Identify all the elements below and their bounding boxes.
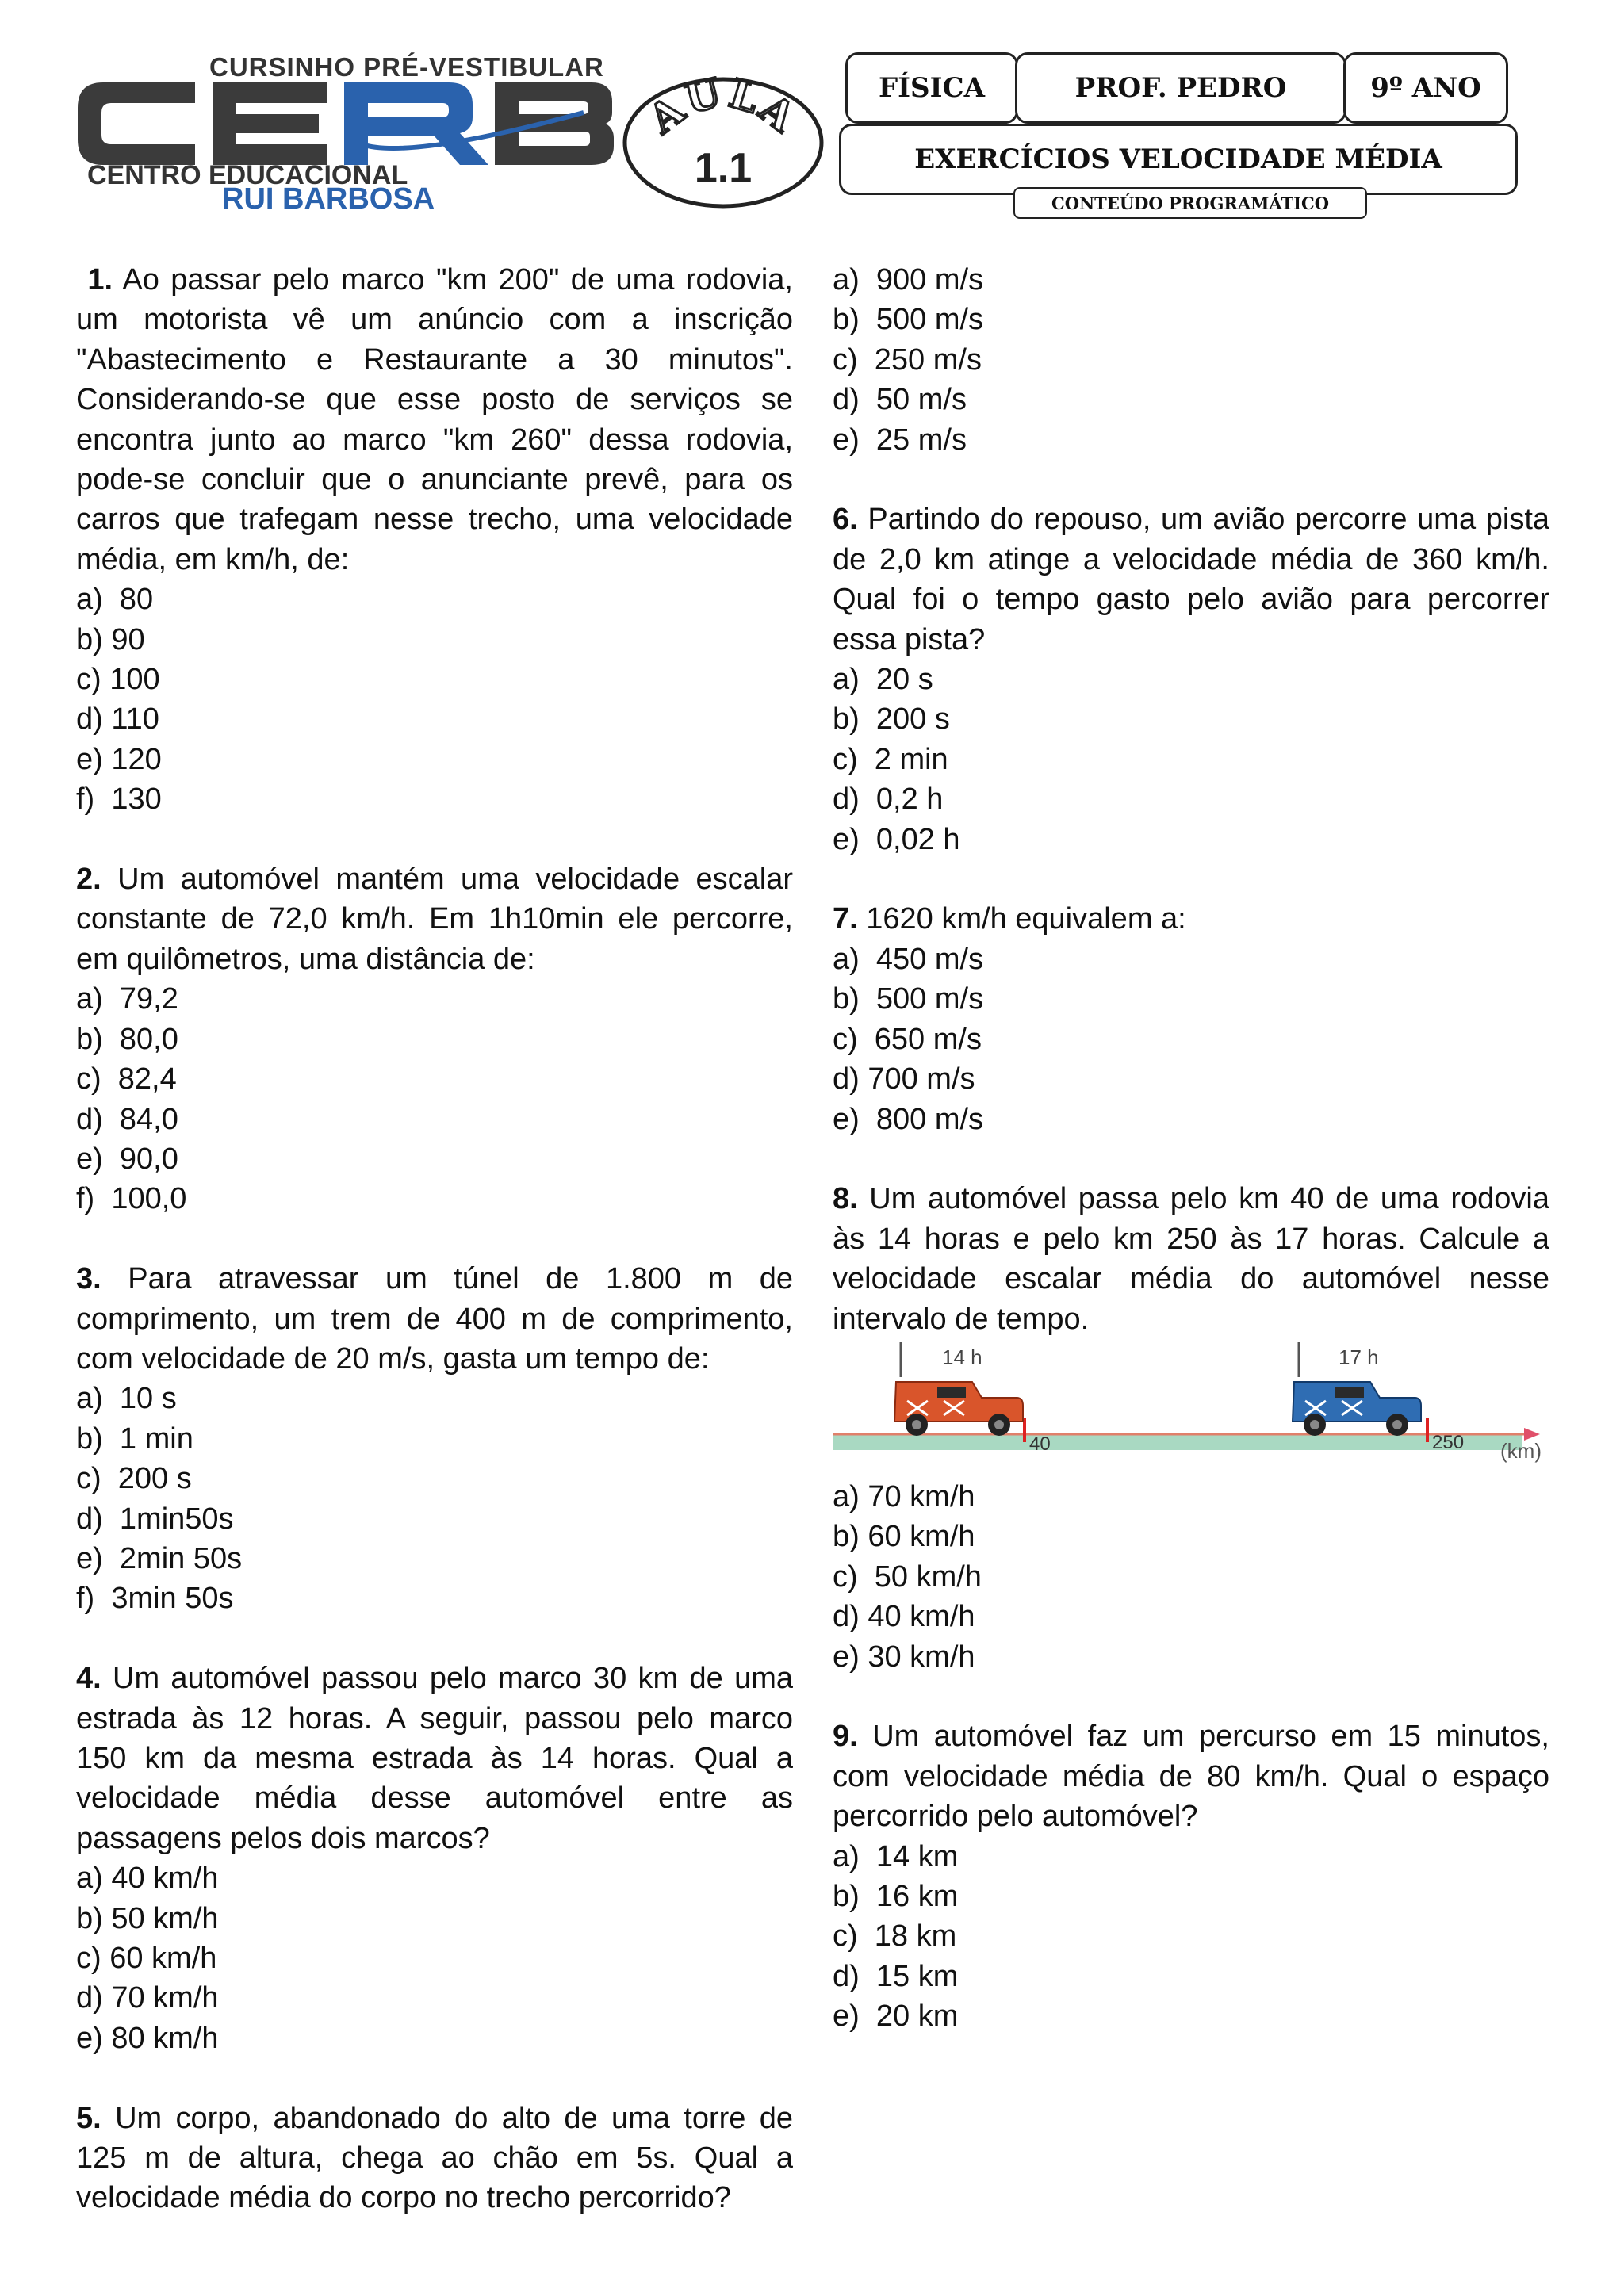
marker-250-post xyxy=(1426,1418,1429,1442)
question-2 xyxy=(76,859,793,979)
syllabus-label: CONTEÚDO PROGRAMÁTICO xyxy=(1051,193,1330,213)
option-5e: e) 25 m/s xyxy=(833,423,967,457)
logo-line-1: CENTRO EDUCACIONAL xyxy=(87,160,408,190)
option-2f: f) 100,0 xyxy=(76,1182,187,1216)
question-number: 6. xyxy=(833,503,858,537)
option-2c: c) 82,4 xyxy=(76,1062,177,1096)
grade-label: 9º ANO xyxy=(1370,72,1481,104)
question-number: 8. xyxy=(833,1182,858,1216)
option-6d: d) 0,2 h xyxy=(833,783,944,817)
question-8 xyxy=(833,1179,1549,1339)
option-2d: d) 84,0 xyxy=(76,1102,178,1136)
question-number: 4. xyxy=(76,1662,102,1696)
question-5 xyxy=(76,2099,793,2218)
logo-line-2: RUI BARBOSA xyxy=(222,182,435,216)
time-2-label: 17 h xyxy=(1339,1345,1379,1369)
option-7d: d) 700 m/s xyxy=(833,1062,975,1096)
option-9a: a) 14 km xyxy=(833,1839,959,1873)
road xyxy=(833,1434,1522,1450)
option-9e: e) 20 km xyxy=(833,1999,959,2034)
question-text: Um automóvel faz um percurso em 15 minutos, com velocidade média de 80 km/h. Qual o espaço percorrido pelo automóvel? xyxy=(833,1720,1549,1834)
option-6e: e) 0,02 h xyxy=(833,822,960,856)
question-number: 5. xyxy=(76,2101,102,2135)
time-1-label: 14 h xyxy=(942,1345,982,1369)
option-7a: a) 450 m/s xyxy=(833,942,984,976)
option-4b: b) 50 km/h xyxy=(76,1901,219,1935)
question-6 xyxy=(833,499,1549,660)
question-number: 7. xyxy=(833,902,858,936)
option-6b: b) 200 s xyxy=(833,702,950,737)
option-3b: b) 1 min xyxy=(76,1422,193,1456)
question-text: Para atravessar um túnel de 1.800 m de comprimento, um trem de 400 m de comprimento, com velocidade de 20 m/s, gasta um tempo de: xyxy=(76,1262,794,1376)
worksheet-title-box xyxy=(839,124,1518,195)
option-4e: e) 80 km/h xyxy=(76,2021,219,2055)
left-column xyxy=(76,260,793,2218)
grade-box xyxy=(1343,52,1508,124)
option-4a: a) 40 km/h xyxy=(76,1862,219,1896)
school-logo xyxy=(76,48,615,214)
option-3c: c) 200 s xyxy=(76,1462,192,1496)
option-1b: b) 90 xyxy=(76,622,145,656)
option-4c: c) 60 km/h xyxy=(76,1942,217,1976)
axis-unit-label: (km) xyxy=(1500,1438,1542,1463)
option-8d: d) 40 km/h xyxy=(833,1600,975,1634)
option-2e: e) 90,0 xyxy=(76,1142,178,1176)
question-text: Um corpo, abandonado do alto de uma torre de 125 m de altura, chega ao chão em 5s. Qual a velocidade média do corpo no trecho percorrido? xyxy=(76,2101,794,2215)
aula-badge xyxy=(622,76,825,209)
option-3e: e) 2min 50s xyxy=(76,1541,243,1575)
option-9b: b) 16 km xyxy=(833,1879,959,1913)
aula-number: 1.1 xyxy=(694,145,753,191)
cerb-logo-mark xyxy=(76,81,615,168)
question-1 xyxy=(76,260,793,580)
question-text: Um automóvel mantém uma velocidade escalar constante de 72,0 km/h. Em 1h10min ele percorre, em quilômetros, uma distância de: xyxy=(76,863,793,976)
option-5d: d) 50 m/s xyxy=(833,383,967,417)
question-3 xyxy=(76,1259,793,1379)
option-1d: d) 110 xyxy=(76,702,159,737)
option-7c: c) 650 m/s xyxy=(833,1022,982,1056)
option-8b: b) 60 km/h xyxy=(833,1520,975,1554)
worksheet-title: EXERCÍCIOS VELOCIDADE MÉDIA xyxy=(914,144,1442,175)
question-text: Um automóvel passou pelo marco 30 km de uma estrada às 12 horas. A seguir, passou pelo marco 150 km da mesma estrada às 14 horas. Qual a velocidade média desse automóvel entre as passagens pelos dois marcos? xyxy=(76,1662,793,1855)
question-number: 9. xyxy=(833,1720,858,1754)
option-3a: a) 10 s xyxy=(76,1382,177,1416)
car-road-diagram xyxy=(833,1342,1549,1469)
option-2b: b) 80,0 xyxy=(76,1022,178,1056)
option-6a: a) 20 s xyxy=(833,663,933,697)
aula-word: AULA xyxy=(640,76,806,143)
option-6c: c) 2 min xyxy=(833,742,948,776)
option-5a: a) 900 m/s xyxy=(833,263,984,297)
option-5b: b) 500 m/s xyxy=(833,303,984,337)
question-number: 1. xyxy=(87,263,113,297)
teacher-box xyxy=(1015,52,1346,124)
question-9 xyxy=(833,1716,1549,1836)
marker-250-label: 250 xyxy=(1432,1431,1465,1453)
option-8c: c) 50 km/h xyxy=(833,1559,982,1594)
option-1f: f) 130 xyxy=(76,783,162,817)
logo-tagline: CURSINHO PRÉ-VESTIBULAR xyxy=(209,52,604,82)
option-8e: e) 30 km/h xyxy=(833,1640,975,1674)
option-9d: d) 15 km xyxy=(833,1959,959,1993)
question-number: 3. xyxy=(76,1262,102,1296)
question-number: 2. xyxy=(76,863,102,897)
option-3f: f) 3min 50s xyxy=(76,1582,234,1616)
question-text: Ao passar pelo marco "km 200" de uma rodovia, um motorista vê um anúncio com a inscrição "Abastecimento e Restaurante a 30 minutos". Considerando-se que esse posto de serviços se encontra junto ao marco "km 260" dessa rodovia, pode-se concluir que o anunciante prevê, para os carros que trafegam nesse trecho, uma velocidade média, em km/h, de: xyxy=(76,263,793,576)
option-7b: b) 500 m/s xyxy=(833,982,984,1016)
question-text: Partindo do repouso, um avião percorre uma pista de 2,0 km atinge a velocidade média de 360 km/h. Qual foi o tempo gasto pelo avião para percorrer essa pista? xyxy=(833,503,1550,656)
option-7e: e) 800 m/s xyxy=(833,1102,984,1136)
option-3d: d) 1min50s xyxy=(76,1502,234,1536)
right-column xyxy=(833,260,1549,2037)
subject-box xyxy=(845,52,1018,124)
question-7 xyxy=(833,899,1549,939)
question-text: 1620 km/h equivalem a: xyxy=(866,902,1186,936)
question-4 xyxy=(76,1659,793,1858)
teacher-label: PROF. PEDRO xyxy=(1074,72,1287,104)
question-text: Um automóvel passa pelo km 40 de uma rodovia às 14 horas e pelo km 250 às 17 horas. Calcule a velocidade escalar média do automóvel nesse intervalo de tempo. xyxy=(833,1182,1549,1336)
car-road-illustration xyxy=(833,1342,1549,1469)
option-5c: c) 250 m/s xyxy=(833,342,982,377)
option-4d: d) 70 km/h xyxy=(76,1981,219,2015)
option-1e: e) 120 xyxy=(76,742,162,776)
option-1c: c) 100 xyxy=(76,663,160,697)
option-9c: c) 18 km xyxy=(833,1919,957,1954)
option-2a: a) 79,2 xyxy=(76,982,178,1016)
marker-40-label: 40 xyxy=(1029,1433,1051,1455)
subject-label: FÍSICA xyxy=(879,72,985,104)
option-1a: a) 80 xyxy=(76,583,154,617)
option-8a: a) 70 km/h xyxy=(833,1479,975,1513)
syllabus-box xyxy=(1013,187,1367,219)
